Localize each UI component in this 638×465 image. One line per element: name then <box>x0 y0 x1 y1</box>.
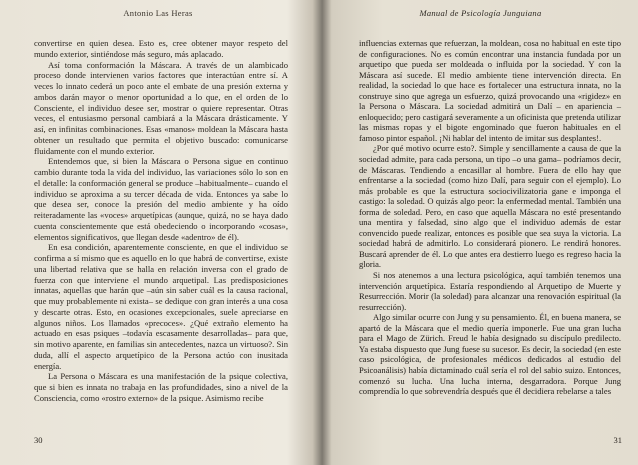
paragraph: Entendemos que, si bien la Máscara o Persona sigue en continuo cambio durante toda la vida del individuo, las variaciones sólo lo son en el detalle: la conformación general se produce –habitualmente– cuando el individuo se aproxima a su tercer década de vida. Entonces ya sabe lo que desea ser, conoce la presión del medio ambiente y ha oído reiteradamente las «voces» arquetípicas (aunque, quizá, no se haya dado cuenta conscientemente que está obedeciendo o incorporando «cosas», elementos significativos, que llegan desde «adentro» de él). <box>34 156 288 242</box>
paragraph: ¿Por qué motivo ocurre esto?. Simple y sencillamente a causa de que la sociedad admite, para cada persona, un tipo –o una gama– podríamos decir, de Máscaras. Tendiendo a encasillar al hombre. Fuera de ello hay que enfrentarse a la sociedad (como hizo Dalí, para seguir con el ejemplo). Lo más probable es que la estructura sociocivilizatoria gane e imponga el castigo: la soledad. O quizás algo peor: la enfermedad mental. También una forma de soledad. Pero, en caso que aquella Máscara no esté presentando una mentira y falsedad, sino algo que el individuo además de estar convencido puede realizar, entonces es posible que sea suya la victoria. La sociedad habrá de admitirlo. Lo considerará pionero. Le rendirá honores. Buscará aprender de él. Lo que antes era destierro luego es regreso hacia la gloria. <box>359 143 621 270</box>
paragraph: Si nos atenemos a una lectura psicológica, aquí también tenemos una intervención arquetípica. Estaría respondiendo al Arquetipo de Muerte y Resurrección. Morir (la soledad) para alcanzar una renovación espiritual (la resurrección). <box>359 270 621 312</box>
right-page <box>323 0 638 465</box>
page-number: 30 <box>34 435 43 445</box>
running-head: Antonio Las Heras <box>123 8 193 18</box>
paragraph: Algo similar ocurre con Jung y su pensamiento. Él, en buena manera, se apartó de la Máscara que el medio quería imponerle. Fue una gran lucha para el Mago de Zürich. Freud le había designado su discípulo predilecto. Ya estaba dispuesto que Jung fuese su sucesor. Es decir, la sociedad (en este caso psicológica, de profesionales médicos dedicados al estudio del Psicoanálisis) había dictaminado cuál sería el rol del sabio suizo. Entonces, comenzó su lucha. Una lucha interna, desgarradora. Porque Jung comprendía lo que sobrevendría después que él decidiera rebelarse a tales <box>359 312 621 397</box>
page-body <box>359 38 621 397</box>
paragraph: En esa condición, aparentemente consciente, en que el individuo se confirma a sí mismo que es aquello en lo que habrá de convertirse, existe una libertad relativa que se halla en relación inversa con el grado de fuerza con que interviene el mundo arquetipal. Las predisposiciones innatas, aquellas que harán que –aún sin saber cuál es la causa racional, que muy probablemente ni exista– se dedique con gran interés a una cosa y descarte otras. Esto, en ocasiones excepcionales, suele apreciarse en algunos niños. Los llamados «precoces». ¿Qué extraño elemento ha actuado en esas psiques –todavía escasamente desarrolladas– para que, sin motivo aparente, en familias sin antecedentes, nazca un virtuoso?. Sin duda, allí el aspecto arquetípico de la Persona actúo con inusitada energía. <box>34 242 288 371</box>
paragraph: influencias externas que refuerzan, la moldean, cosa no habitual en este tipo de configuraciones. No es común encontrar una instancia fundada por un arquetipo que pueda ser moldeada o influida por la sociedad. Y con la Máscara así sucede. El medio ambiente tiene intervención directa. En realidad, la sociedad lo que hace es fortalecer una estructura innata, no la construye sino que agrega un esfuerzo, quizá provocando una «rigidez» en la Persona o Máscara. La sociedad admitirá un Dalí – en apariencia – enloquecido; pero castigará severamente a un oficinista que pretenda utilizar las mismas ropas y el bigote engominado que fueron habituales en el famoso pintor español. ¡Ni hablar del intento de imitar sus desplantes!. <box>359 38 621 143</box>
page-number: 31 <box>613 435 622 445</box>
paragraph: convertirse en quien desea. Esto es, cree obtener mayor respeto del mundo exterior, sintiéndose más seguro, más aplacado. <box>34 38 288 59</box>
page-body <box>34 38 288 404</box>
left-page <box>0 0 316 465</box>
paragraph: Así toma conformación la Máscara. A través de un alambicado proceso donde intervienen varios factores que interactúan entre sí. A veces lo innato cederá un poco ante el embate de una presión externa y ambos darán mayor o menor oportunidad a lo que, en el orden de lo Consciente, el individuo desee ser, mostrar o quiere representar. Otras veces, el entusiasmo personal cambiará a la Máscara drásticamente. Y así, en infinitas combinaciones. Esas «manos» moldean la Máscara hasta obtener un resultado que permita el objetivo buscado: comunicarse fluidamente con el mundo exterior. <box>34 59 288 156</box>
paragraph: La Persona o Máscara es una manifestación de la psique colectiva, que si bien es innata no trabaja en las profundidades, sino a nivel de la Consciencia, como «rostro externo» de la psique. Asimismo recibe <box>34 371 288 403</box>
running-head: Manual de Psicología Junguiana <box>419 8 542 18</box>
